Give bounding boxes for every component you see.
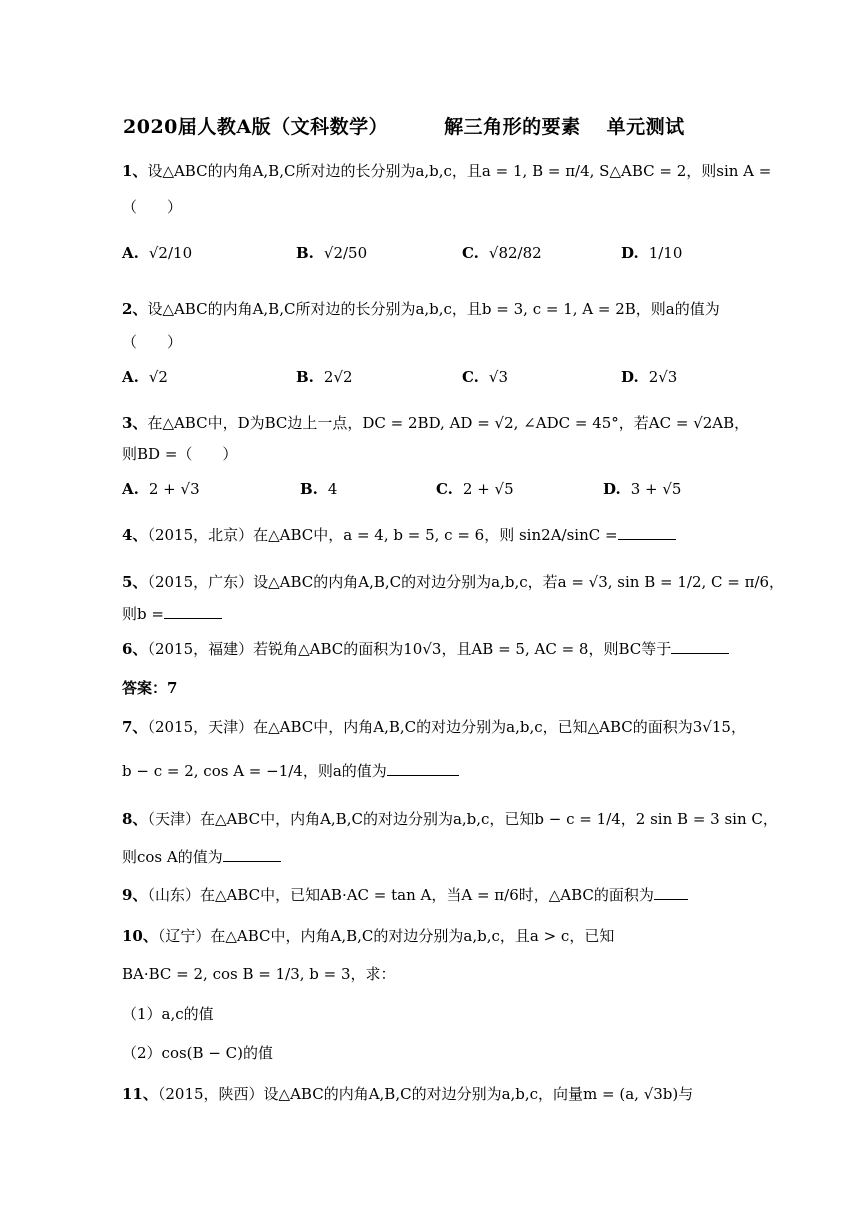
question-7-cont: b − c = 2, cos A = −1/4，则a的值为 bbox=[122, 760, 459, 781]
question-number: 1、 bbox=[122, 162, 148, 180]
question-10-cont: BA·BC = 2, cos B = 1/3, b = 3，求： bbox=[122, 965, 396, 983]
page-title bbox=[123, 112, 685, 139]
question-text: 设△ABC的内角A,B,C所对边的长分别为a,b,c，且a = 1, B = π/4, S△ABC = 2，则sin A = bbox=[147, 162, 772, 180]
question-4: 4、（2015，北京）在△ABC中，a = 4, b = 5, c = 6，则 sin2A/sinC = bbox=[122, 524, 676, 545]
question-10-sub2: （2）cos(B − C)的值 bbox=[122, 1044, 273, 1062]
option-c: C. √82/82 bbox=[462, 244, 542, 262]
question-5: 5、（2015，广东）设△ABC的内角A,B,C的对边分别为a,b,c，若a = √3, sin B = 1/2, C = π/6， bbox=[122, 573, 785, 591]
question-11: 11、（2015，陕西）设△ABC的内角A,B,C的对边分别为a,b,c，向量m = (a, √3b)与 bbox=[122, 1085, 694, 1103]
question-8: 8、（天津）在△ABC中，内角A,B,C的对边分别为a,b,c，已知b − c = 1/4，2 sin B = 3 sin C， bbox=[122, 810, 778, 828]
option-a: A. 2 + √3 bbox=[122, 480, 200, 498]
title-type: 单元测试 bbox=[606, 116, 685, 138]
question-9: 9、（山东）在△ABC中，已知AB·AC = tan A，当A = π/6时，△ABC的面积为 bbox=[122, 884, 688, 905]
option-d: D. 2√3 bbox=[621, 368, 678, 386]
option-b: B. 4 bbox=[300, 480, 338, 498]
question-2-paren: （ ） bbox=[122, 333, 183, 351]
question-1 bbox=[122, 160, 771, 181]
option-c: C. 2 + √5 bbox=[436, 480, 514, 498]
answer-blank[interactable] bbox=[223, 847, 281, 862]
question-7: 7、（2015，天津）在△ABC中，内角A,B,C的对边分别为a,b,c，已知△ABC的面积为3√15， bbox=[122, 718, 746, 736]
answer-blank[interactable] bbox=[671, 639, 729, 654]
question-2: 2、设△ABC的内角A,B,C所对边的长分别为a,b,c，且b = 3, c = 1, A = 2B，则a的值为 bbox=[122, 300, 720, 318]
question-5-cont: 则b = bbox=[122, 603, 222, 624]
option-a: A. √2/10 bbox=[122, 244, 193, 262]
title-topic: 解三角形的要素 bbox=[444, 116, 581, 138]
answer-blank[interactable] bbox=[654, 885, 688, 900]
question-8-cont: 则cos A的值为 bbox=[122, 846, 281, 867]
question-1-paren: （ ） bbox=[122, 198, 183, 216]
question-6: 6、（2015，福建）若锐角△ABC的面积为10√3，且AB = 5, AC = 8，则BC等于 bbox=[122, 638, 729, 659]
option-b: B. 2√2 bbox=[296, 368, 353, 386]
question-10: 10、（辽宁）在△ABC中，内角A,B,C的对边分别为a,b,c，且a > c，已知 bbox=[122, 927, 615, 945]
answer-blank[interactable] bbox=[618, 525, 676, 540]
option-c: C. √3 bbox=[462, 368, 509, 386]
option-d: D. 1/10 bbox=[621, 244, 683, 262]
question-10-sub1: （1）a,c的值 bbox=[122, 1005, 214, 1023]
option-a: A. √2 bbox=[122, 368, 168, 386]
option-b: B. √2/50 bbox=[296, 244, 368, 262]
option-d: D. 3 + √5 bbox=[603, 480, 682, 498]
title-main: 2020届人教A版（文科数学） bbox=[123, 116, 389, 138]
question-3-cont: 则BD =（ ） bbox=[122, 445, 238, 463]
answer-blank[interactable] bbox=[387, 761, 459, 776]
answer-text: 答案：7 bbox=[122, 679, 178, 697]
question-3: 3、在△ABC中，D为BC边上一点，DC = 2BD, AD = √2, ∠ADC = 45°，若AC = √2AB， bbox=[122, 414, 750, 432]
answer-blank[interactable] bbox=[164, 604, 222, 619]
